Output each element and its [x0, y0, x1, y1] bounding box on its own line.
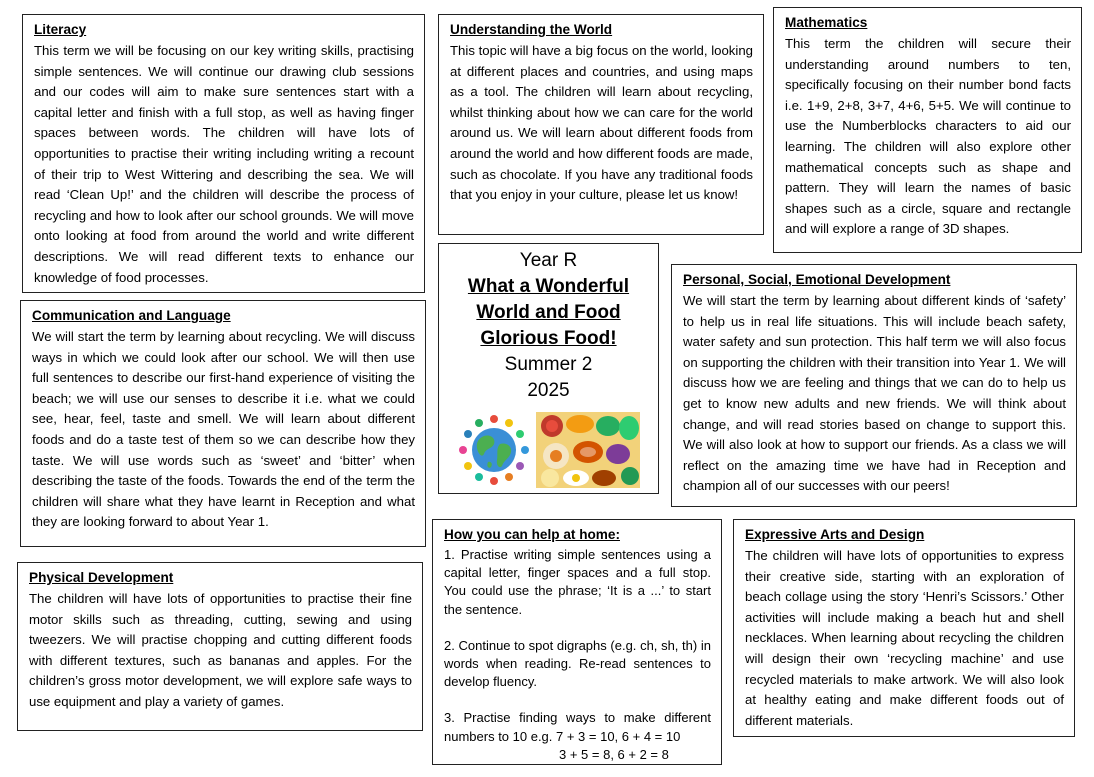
help-item-3-text: 3. Practise finding ways to make different numbers to 10 e.g. 7 + 3 = 10, 6 + 4 = 10	[444, 710, 711, 744]
help-item-3	[444, 709, 711, 764]
psed-section	[671, 264, 1077, 507]
literacy-section	[22, 14, 425, 293]
topic-title-line-2: World and Food	[476, 302, 621, 323]
understanding-world-heading: Understanding the World	[450, 22, 613, 37]
physical-development-body: The children will have lots of opportunities to practise their fine motor skills such as threading, cutting, sewing and using tweezers. We will practise chopping and cutting different foods with different textures, such as bananas and apples. For the children’s gross motor development, we will explore safe ways to use equipment and play a variety of games.	[29, 591, 412, 709]
understanding-world-section	[438, 14, 764, 235]
help-item-1: 1. Practise writing simple sentences using a capital letter, finger spaces and a full stop. You could use the phrase; ‘It is a ...’ to start the sentence.	[444, 547, 711, 617]
literacy-heading: Literacy	[34, 22, 87, 37]
understanding-world-body: This topic will have a big focus on the world, looking at different places and countries, and using maps as a tool. The children will learn about recycling, whilst thinking about how we can care for the world around us. We will learn about different foods from around the world and how different foods are made, such as chocolate. If you have any traditional foods that you enjoy in your culture, please let us know!	[450, 43, 753, 203]
globe-with-children-icon	[458, 414, 530, 486]
psed-heading: Personal, Social, Emotional Development	[683, 272, 951, 287]
year-group: Year R	[519, 250, 578, 271]
communication-language-body: We will start the term by learning about recycling. We will discuss ways in which we could look after our school. We will then use full sentences to describe our first-hand experience of visiting the beach; we will use our senses to describe it i.e. what we could see, hear, feel, taste and smell. We will learn about different foods and do a taste test of them so we can describe how they taste. We will use words such as ‘sweet’ and ‘bitter’ when describing the taste of the foods. Towards the end of the term the children will share what they have learnt in Reception and what they are looking forward to about Year 1.	[32, 329, 415, 530]
mathematics-heading: Mathematics	[785, 15, 868, 30]
literacy-body: This term we will be focusing on our key writing skills, practising simple sentences. We will continue our drawing club sessions and our codes will aim to make sure sentences start with a capital letter and finish with a full stop, as well as having finger spaces between words. The children will have lots of opportunities to practise their writing including writing a recount of their trip to West Wittering and describing the sea. We will read ‘Clean Up!’ and the children will describe the process of recycling and how to look after our school grounds. We will move onto looking at food from around the world and write different descriptions. We will read different texts to enhance our knowledge of food processes.	[34, 43, 414, 285]
physical-development-section	[17, 562, 423, 731]
title-panel	[438, 243, 659, 494]
communication-language-heading: Communication and Language	[32, 308, 231, 323]
communication-language-section	[20, 300, 426, 547]
help-at-home-section	[432, 519, 722, 765]
psed-body: We will start the term by learning about different kinds of ‘safety’ to help us in real life situations. This will include beach safety, water safety and sun protection. This half term we will also focus on supporting the children with their transition into Year 1. We will discuss how we are feeling and things that we can do to help us get to know new adults and new friends. We will think about change, and will read stories based on change to support this. We will also look at how to support our friends. As a class we will reflect on the amazing time we have had in Reception and champion all of our successes with our peers!	[683, 293, 1066, 494]
title-images	[447, 412, 650, 488]
expressive-arts-section	[733, 519, 1075, 737]
mathematics-body: This term the children will secure their understanding around numbers to ten, specifically focusing on their number bond facts i.e. 1+9, 2+8, 3+7, 4+6, 5+5. We will continue to use the Numberblocks characters to aid our learning. The children will also explore other mathematical concepts such as shape and pattern. They will learn the names of basic shapes such as a circle, square and rectangle and will explore a range of 3D shapes.	[785, 36, 1071, 237]
expressive-arts-body: The children will have lots of opportunities to express their creative side, starting with an exploration of beach collage using the story ‘Henri’s Scissors.’ Other activities will include making a beach hut and shell necklaces. When learning about recycling the children will design their own ‘recycling machine’ and use recycled materials to make artwork. We will also look at healthy eating and make different foods out of different materials.	[745, 548, 1064, 728]
school-year: 2025	[527, 380, 570, 401]
food-platter-icon	[536, 412, 640, 488]
help-at-home-heading: How you can help at home:	[444, 527, 620, 542]
physical-development-heading: Physical Development	[29, 570, 174, 585]
help-item-2: 2. Continue to spot digraphs (e.g. ch, sh, th) in words when reading. Re-read sentences to develop fluency.	[444, 637, 711, 690]
mathematics-section	[773, 7, 1082, 253]
topic-title-line-3: Glorious Food!	[480, 328, 617, 349]
expressive-arts-heading: Expressive Arts and Design	[745, 527, 925, 542]
topic-title-line-1: What a Wonderful	[467, 276, 630, 297]
term-name: Summer 2	[504, 354, 593, 375]
help-item-3-continuation: 3 + 5 = 8, 6 + 2 = 8	[559, 746, 669, 762]
